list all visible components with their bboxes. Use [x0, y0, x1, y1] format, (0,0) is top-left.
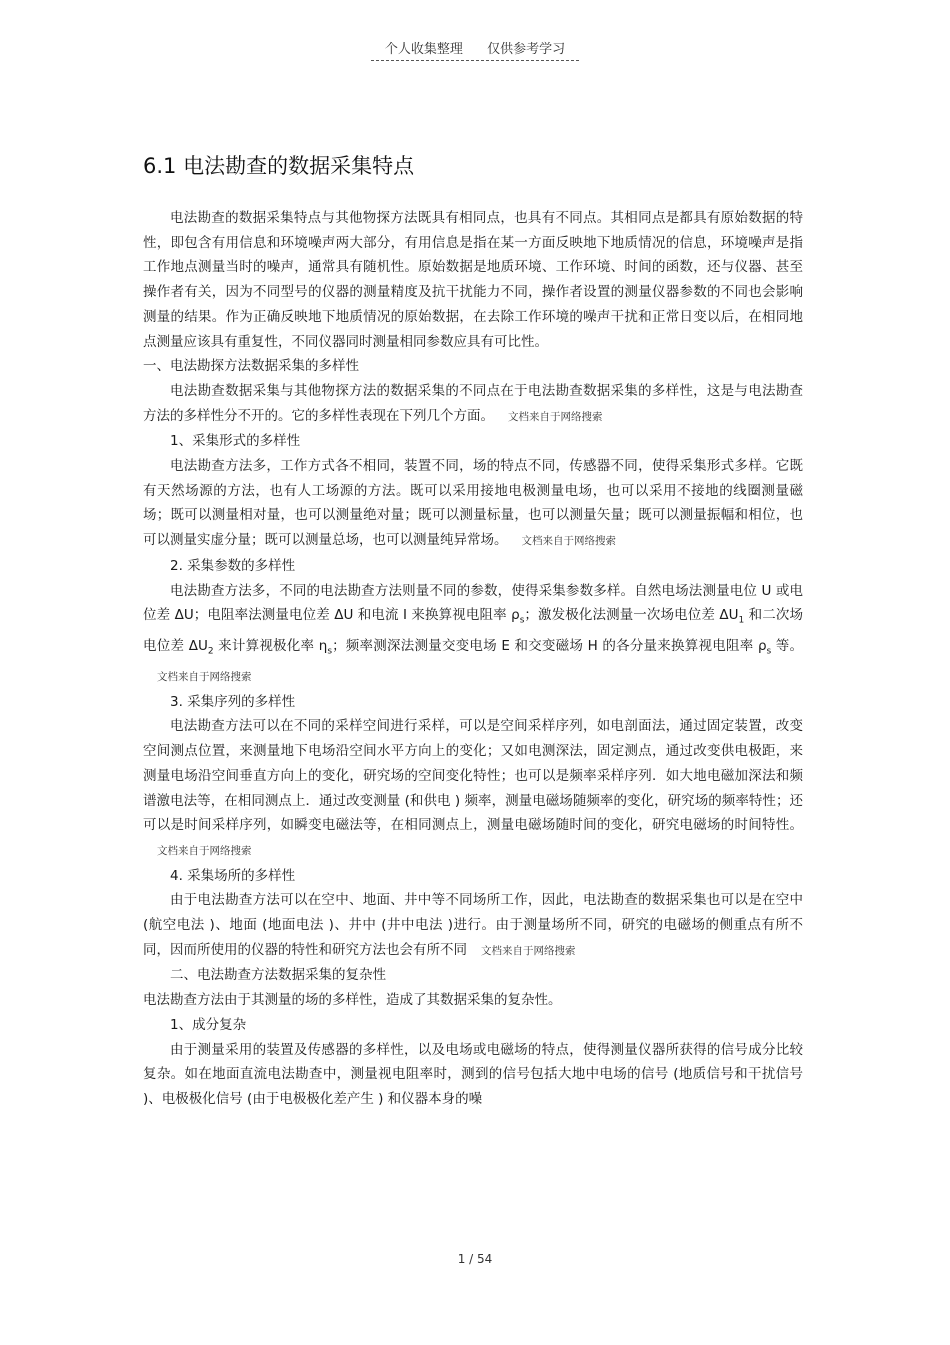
- paragraph-text: 电法勘查方法多，不同的电法勘查方法则量不同的参数，使得采集参数多样。自然电场法测量电位 U 或电位差 ΔU；电阻率法测量电位差 ΔU 和电流 I 来换算视电阻率 $\rho_s$；激发极化法测量一次场电位差 $\Delta U_1$ 和二次场电位差 $\Delta U_2$ 来计算视极化率 $\eta_s$；频率测深法测量交变电场 E 和交变磁场 H 的各分量来换算视电阻率 $\rho_s$ 等。: [143, 582, 803, 657]
- source-note: 文档来自于网络搜索: [157, 671, 252, 684]
- section-heading: [143, 963, 803, 988]
- header-banner: [371, 38, 579, 61]
- body-paragraph: [143, 579, 803, 690]
- paragraph-text: 电法勘查方法可以在不同的采样空间进行采样，可以是空间采样序列，如电剖面法，通过固定装置，改变空间测点位置，来测量地下电场沿空间水平方向上的变化；又如电测深法，固定测点，通过改变供电极距，来测量电场沿空间垂直方向上的变化，研究场的空间变化特性；也可以是频率采样序列．如大地电磁加深法和频谱激电法等，在相同测点上．通过改变测量 (和供电 ) 频率，测量电磁场随频率的变化，研究场的频率特性；还可以是时间采样序列，如瞬变电磁法等，在相同测点上，测量电磁场随时间的变化，研究电磁场的时间特性。: [143, 718, 803, 834]
- paragraph-text: 电法勘查方法多，工作方式各不相同，装置不同，场的特点不同，传感器不同，使得采集形式多样。它既有天然场源的方法，也有人工场源的方法。既可以采用接地电极测量电场，也可以采用不接地的线圈测量磁场；既可以测量相对量，也可以测量绝对量；既可以测量标量，也可以测量矢量；既可以测量振幅和相位，也可以测量实虚分量；既可以测量总场，也可以测量纯异常场。: [143, 458, 803, 549]
- header-right-text: 仅供参考学习: [487, 42, 566, 57]
- page-header: [0, 38, 950, 61]
- source-note: 文档来自于网络搜索: [508, 410, 603, 423]
- paragraph-text: 1、采集形式的多样性: [170, 433, 301, 450]
- source-note: 文档来自于网络搜索: [157, 844, 252, 857]
- section-heading: [143, 354, 803, 379]
- body-paragraph: [143, 206, 803, 354]
- paragraph-text: 4. 采集场所的多样性: [170, 867, 296, 884]
- body-paragraph: [143, 888, 803, 963]
- section-heading: [143, 1013, 803, 1038]
- page-title: 6.1 电法勘查的数据采集特点: [143, 154, 415, 178]
- section-heading: [143, 429, 803, 454]
- source-note: 文档来自于网络搜索: [481, 944, 576, 957]
- paragraph-text: 电法勘查的数据采集特点与其他物探方法既具有相同点，也具有不同点。其相同点是都具有原始数据的特性，即包含有用信息和环境噪声两大部分，有用信息是指在某一方面反映地下地质情况的信息，环境噪声是指工作地点测量当时的噪声，通常具有随机性。原始数据是地质环境、工作环境、时间的函数，还与仪器、甚至操作者有关，因为不同型号的仪器的测量精度及抗干扰能力不同，操作者设置的测量仪器参数的不同也会影响测量的结果。作为正确反映地下地质情况的原始数据，在去除工作环境的噪声干扰和正常日变以后，在相同地点测量应该具有重复性，不同仪器同时测量相同参数应具有可比性。: [143, 210, 803, 350]
- paragraph-text: 2. 采集参数的多样性: [170, 557, 296, 574]
- body-paragraph: [143, 714, 803, 863]
- paragraph-text: 电法勘查数据采集与其他物探方法的数据采集的不同点在于电法勘查数据采集的多样性，这是与电法勘查方法的多样性分不开的。它的多样性表现在下列几个方面。: [143, 382, 803, 424]
- paragraph-text: 一、电法勘探方法数据采集的多样性: [143, 358, 359, 375]
- section-heading: [143, 864, 803, 889]
- body-paragraph: [143, 1038, 803, 1112]
- paragraph-text: 1、成分复杂: [170, 1016, 247, 1033]
- paragraph-text: 由于电法勘查方法可以在空中、地面、井中等不同场所工作，因此，电法勘查的数据采集也可以是在空中 (航空电法 )、地面 (地面电法 )、井中 (井中电法 )进行。由于测量场所不同，研究的电磁场的侧重点有所不同，因而所使用的仪器的特性和研究方法也会有所不同: [143, 892, 803, 958]
- section-heading: [143, 690, 803, 715]
- body-paragraph: [143, 988, 803, 1013]
- header-left-text: 个人收集整理: [384, 42, 463, 57]
- section-heading: [143, 554, 803, 579]
- document-body: [143, 206, 803, 1112]
- source-note: 文档来自于网络搜索: [521, 535, 616, 548]
- body-paragraph: [143, 379, 803, 429]
- body-paragraph: [143, 454, 803, 554]
- paragraph-text: 3. 采集序列的多样性: [170, 693, 296, 710]
- page-number: 1 / 54: [457, 1252, 493, 1266]
- paragraph-text: 电法勘查方法由于其测量的场的多样性，造成了其数据采集的复杂性。: [143, 992, 562, 1009]
- paragraph-text: 由于测量采用的装置及传感器的多样性，以及电场或电磁场的特点，使得测量仪器所获得的信号成分比较复杂。如在地面直流电法勘查中，测量视电阻率时，测到的信号包括大地中电场的信号 (地质信号和干扰信号 )、电极极化信号 (由于电极极化差产生 ) 和仪器本身的噪: [143, 1041, 803, 1107]
- paragraph-text: 二、电法勘查方法数据采集的复杂性: [170, 967, 386, 984]
